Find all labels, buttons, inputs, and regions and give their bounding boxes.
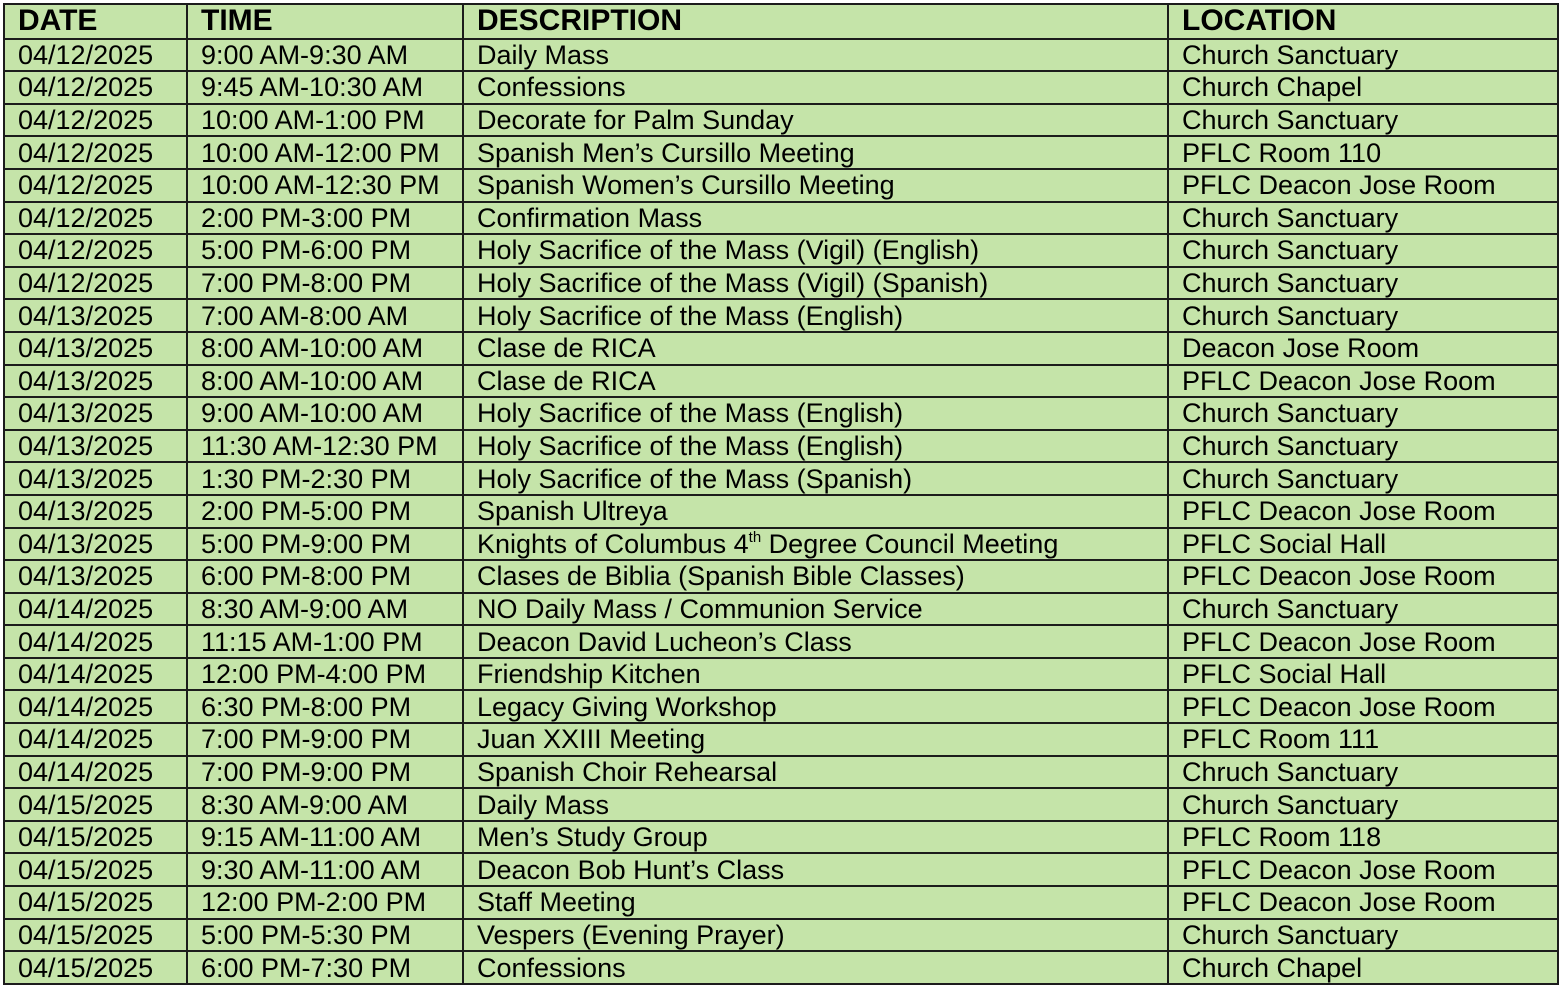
date-cell: 04/12/2025	[4, 202, 187, 235]
date-cell: 04/15/2025	[4, 821, 187, 854]
table-row	[4, 886, 1558, 919]
table-row	[4, 104, 1558, 137]
time-cell: 6:30 PM-8:00 PM	[187, 690, 463, 723]
column-header-description: DESCRIPTION	[463, 4, 1168, 39]
table-row	[4, 951, 1558, 984]
table-body	[4, 39, 1558, 984]
description-cell: Daily Mass	[463, 788, 1168, 821]
time-cell: 5:00 PM-9:00 PM	[187, 528, 463, 561]
table-row	[4, 528, 1558, 561]
location-cell: PFLC Deacon Jose Room	[1168, 365, 1558, 398]
description-cell: Spanish Men’s Cursillo Meeting	[463, 136, 1168, 169]
table-row	[4, 593, 1558, 626]
column-header-time: TIME	[187, 4, 463, 39]
table-row	[4, 690, 1558, 723]
description-cell: Confessions	[463, 71, 1168, 104]
date-cell: 04/13/2025	[4, 332, 187, 365]
description-cell: Daily Mass	[463, 39, 1168, 72]
time-cell: 11:15 AM-1:00 PM	[187, 625, 463, 658]
table-row	[4, 136, 1558, 169]
description-cell: Holy Sacrifice of the Mass (English)	[463, 299, 1168, 332]
time-cell: 12:00 PM-2:00 PM	[187, 886, 463, 919]
location-cell: PFLC Deacon Jose Room	[1168, 169, 1558, 202]
description-cell	[463, 528, 1168, 561]
description-cell: Staff Meeting	[463, 886, 1168, 919]
description-text: Knights of Columbus 4	[477, 528, 749, 559]
location-cell: Church Sanctuary	[1168, 104, 1558, 137]
time-cell: 9:00 AM-9:30 AM	[187, 39, 463, 72]
time-cell: 11:30 AM-12:30 PM	[187, 430, 463, 463]
time-cell: 10:00 AM-12:30 PM	[187, 169, 463, 202]
table-row	[4, 788, 1558, 821]
table-row	[4, 462, 1558, 495]
table-row	[4, 560, 1558, 593]
description-cell: Spanish Ultreya	[463, 495, 1168, 528]
description-cell: Clase de RICA	[463, 365, 1168, 398]
table-row	[4, 299, 1558, 332]
header-row	[4, 4, 1558, 39]
date-cell: 04/14/2025	[4, 723, 187, 756]
date-cell: 04/12/2025	[4, 136, 187, 169]
time-cell: 8:30 AM-9:00 AM	[187, 788, 463, 821]
column-header-location: LOCATION	[1168, 4, 1558, 39]
description-cell: Clase de RICA	[463, 332, 1168, 365]
location-cell: Church Sanctuary	[1168, 788, 1558, 821]
table-row	[4, 397, 1558, 430]
description-cell: Clases de Biblia (Spanish Bible Classes)	[463, 560, 1168, 593]
time-cell: 8:30 AM-9:00 AM	[187, 593, 463, 626]
date-cell: 04/15/2025	[4, 919, 187, 952]
date-cell: 04/14/2025	[4, 625, 187, 658]
table-row	[4, 723, 1558, 756]
location-cell: Chruch Sanctuary	[1168, 756, 1558, 789]
date-cell: 04/12/2025	[4, 71, 187, 104]
date-cell: 04/15/2025	[4, 788, 187, 821]
time-cell: 9:15 AM-11:00 AM	[187, 821, 463, 854]
date-cell: 04/15/2025	[4, 951, 187, 984]
table-row	[4, 39, 1558, 72]
date-cell: 04/12/2025	[4, 104, 187, 137]
time-cell: 1:30 PM-2:30 PM	[187, 462, 463, 495]
location-cell: PFLC Deacon Jose Room	[1168, 560, 1558, 593]
location-cell: Deacon Jose Room	[1168, 332, 1558, 365]
location-cell: Church Chapel	[1168, 951, 1558, 984]
time-cell: 8:00 AM-10:00 AM	[187, 365, 463, 398]
date-cell: 04/13/2025	[4, 397, 187, 430]
date-cell: 04/13/2025	[4, 299, 187, 332]
table-row	[4, 267, 1558, 300]
table-row	[4, 658, 1558, 691]
location-cell: PFLC Deacon Jose Room	[1168, 690, 1558, 723]
time-cell: 5:00 PM-5:30 PM	[187, 919, 463, 952]
description-cell: Holy Sacrifice of the Mass (Vigil) (Spanish)	[463, 267, 1168, 300]
description-cell: Men’s Study Group	[463, 821, 1168, 854]
date-cell: 04/14/2025	[4, 593, 187, 626]
description-cell: Spanish Women’s Cursillo Meeting	[463, 169, 1168, 202]
location-cell: Church Sanctuary	[1168, 462, 1558, 495]
location-cell: PFLC Deacon Jose Room	[1168, 853, 1558, 886]
description-cell: Decorate for Palm Sunday	[463, 104, 1168, 137]
description-cell: NO Daily Mass / Communion Service	[463, 593, 1168, 626]
date-cell: 04/13/2025	[4, 462, 187, 495]
table-row	[4, 202, 1558, 235]
date-cell: 04/12/2025	[4, 267, 187, 300]
location-cell: Church Sanctuary	[1168, 267, 1558, 300]
table-row	[4, 821, 1558, 854]
description-cell: Deacon David Lucheon’s Class	[463, 625, 1168, 658]
time-cell: 10:00 AM-12:00 PM	[187, 136, 463, 169]
date-cell: 04/13/2025	[4, 560, 187, 593]
date-cell: 04/12/2025	[4, 39, 187, 72]
time-cell: 7:00 AM-8:00 AM	[187, 299, 463, 332]
description-cell: Holy Sacrifice of the Mass (English)	[463, 430, 1168, 463]
location-cell: Church Sanctuary	[1168, 397, 1558, 430]
location-cell: PFLC Deacon Jose Room	[1168, 495, 1558, 528]
time-cell: 5:00 PM-6:00 PM	[187, 234, 463, 267]
description-cell: Juan XXIII Meeting	[463, 723, 1168, 756]
time-cell: 8:00 AM-10:00 AM	[187, 332, 463, 365]
location-cell: Church Sanctuary	[1168, 593, 1558, 626]
description-text-continued: Degree Council Meeting	[761, 528, 1059, 559]
description-cell: Legacy Giving Workshop	[463, 690, 1168, 723]
table-row	[4, 332, 1558, 365]
time-cell: 10:00 AM-1:00 PM	[187, 104, 463, 137]
time-cell: 7:00 PM-8:00 PM	[187, 267, 463, 300]
table-row	[4, 625, 1558, 658]
date-cell: 04/12/2025	[4, 234, 187, 267]
location-cell: Church Sanctuary	[1168, 299, 1558, 332]
table-row	[4, 919, 1558, 952]
description-cell: Holy Sacrifice of the Mass (English)	[463, 397, 1168, 430]
location-cell: Church Sanctuary	[1168, 919, 1558, 952]
description-cell: Vespers (Evening Prayer)	[463, 919, 1168, 952]
location-cell: Church Sanctuary	[1168, 39, 1558, 72]
date-cell: 04/13/2025	[4, 365, 187, 398]
description-cell: Holy Sacrifice of the Mass (Vigil) (English)	[463, 234, 1168, 267]
location-cell: PFLC Deacon Jose Room	[1168, 886, 1558, 919]
time-cell: 6:00 PM-8:00 PM	[187, 560, 463, 593]
date-cell: 04/13/2025	[4, 528, 187, 561]
location-cell: Church Sanctuary	[1168, 430, 1558, 463]
time-cell: 7:00 PM-9:00 PM	[187, 756, 463, 789]
table-row	[4, 430, 1558, 463]
table-row	[4, 71, 1558, 104]
time-cell: 6:00 PM-7:30 PM	[187, 951, 463, 984]
description-cell: Confirmation Mass	[463, 202, 1168, 235]
time-cell: 7:00 PM-9:00 PM	[187, 723, 463, 756]
table-row	[4, 756, 1558, 789]
description-cell: Confessions	[463, 951, 1168, 984]
time-cell: 9:45 AM-10:30 AM	[187, 71, 463, 104]
location-cell: Church Sanctuary	[1168, 234, 1558, 267]
table-row	[4, 495, 1558, 528]
description-cell: Spanish Choir Rehearsal	[463, 756, 1168, 789]
date-cell: 04/12/2025	[4, 169, 187, 202]
description-cell: Deacon Bob Hunt’s Class	[463, 853, 1168, 886]
time-cell: 2:00 PM-3:00 PM	[187, 202, 463, 235]
time-cell: 9:30 AM-11:00 AM	[187, 853, 463, 886]
location-cell: PFLC Social Hall	[1168, 528, 1558, 561]
table-row	[4, 365, 1558, 398]
time-cell: 12:00 PM-4:00 PM	[187, 658, 463, 691]
location-cell: Church Chapel	[1168, 71, 1558, 104]
description-cell: Holy Sacrifice of the Mass (Spanish)	[463, 462, 1168, 495]
table-row	[4, 234, 1558, 267]
location-cell: PFLC Social Hall	[1168, 658, 1558, 691]
date-cell: 04/14/2025	[4, 658, 187, 691]
date-cell: 04/15/2025	[4, 886, 187, 919]
location-cell: PFLC Room 111	[1168, 723, 1558, 756]
date-cell: 04/14/2025	[4, 690, 187, 723]
column-header-date: DATE	[4, 4, 187, 39]
table-row	[4, 169, 1558, 202]
location-cell: PFLC Room 110	[1168, 136, 1558, 169]
description-cell: Friendship Kitchen	[463, 658, 1168, 691]
time-cell: 2:00 PM-5:00 PM	[187, 495, 463, 528]
date-cell: 04/13/2025	[4, 430, 187, 463]
location-cell: Church Sanctuary	[1168, 202, 1558, 235]
date-cell: 04/13/2025	[4, 495, 187, 528]
schedule-table	[3, 3, 1559, 985]
ordinal-suffix: th	[748, 528, 762, 546]
table-header	[4, 4, 1558, 39]
table-row	[4, 853, 1558, 886]
date-cell: 04/14/2025	[4, 756, 187, 789]
date-cell: 04/15/2025	[4, 853, 187, 886]
location-cell: PFLC Deacon Jose Room	[1168, 625, 1558, 658]
location-cell: PFLC Room 118	[1168, 821, 1558, 854]
time-cell: 9:00 AM-10:00 AM	[187, 397, 463, 430]
